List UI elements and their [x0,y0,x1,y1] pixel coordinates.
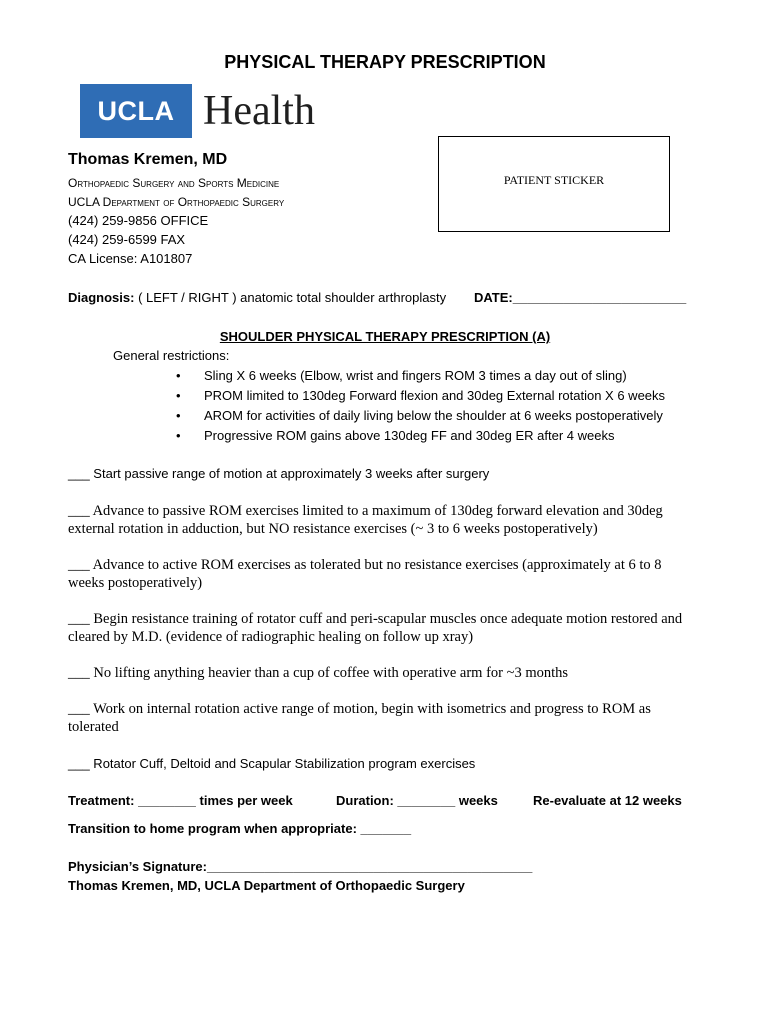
diagnosis-line [68,290,446,305]
patient-sticker-box [438,136,670,232]
diagnosis-text: ( LEFT / RIGHT ) anatomic total shoulder arthroplasty [134,290,447,305]
physician-dept-1: Orthopaedic Surgery and Sports Medicine [68,176,280,190]
restriction-item: • AROM for activities of daily living below the shoulder at 6 weeks postoperatively [176,408,663,423]
physician-signature-line: Physician’s Signature:_____________________________________________ [68,859,533,874]
bullet-icon: • [176,428,181,443]
patient-sticker-label: PATIENT STICKER [503,173,605,187]
reevaluate-note: Re-evaluate at 12 weeks [533,793,682,808]
license-number: CA License: A101807 [68,251,193,266]
instruction-item: ___ Advance to passive ROM exercises limited to a maximum of 130deg forward elevation and 30deg external rotation in adduction, but NO resistance exercises (~ 3 to 6 weeks postoperatively) [68,503,663,537]
treatment-duration: Duration: ________ weeks [336,793,498,808]
instruction-item: ___ Start passive range of motion at approximately 3 weeks after surgery [68,466,490,481]
physician-signature-name: Thomas Kremen, MD, UCLA Department of Orthopaedic Surgery [68,878,465,893]
prescription-heading: SHOULDER PHYSICAL THERAPY PRESCRIPTION (A) [219,329,551,344]
restriction-item: • Sling X 6 weeks (Elbow, wrist and fingers ROM 3 times a day out of sling) [176,368,627,383]
transition-note: Transition to home program when appropriate: _______ [68,821,412,836]
instruction-item: ___ No lifting anything heavier than a cup of coffee with operative arm for ~3 months [68,665,569,681]
physician-dept-2: UCLA Department of Orthopaedic Surgery [68,195,285,209]
fax-number: (424) 259-6599 FAX [68,232,186,247]
restriction-item: • PROM limited to 130deg Forward flexion and 30deg External rotation X 6 weeks [176,388,666,403]
bullet-icon: • [176,388,181,403]
instruction-item: ___ Work on internal rotation active range of motion, begin with isometrics and progress to ROM as tolerated [68,701,651,735]
restriction-item: • Progressive ROM gains above 130deg FF and 30deg ER after 4 weeks [176,428,615,443]
date-field: DATE:________________________ [474,290,687,305]
restrictions-list [176,366,665,446]
page-title: PHYSICAL THERAPY PRESCRIPTION [224,52,546,72]
bullet-icon: • [176,408,181,423]
diagnosis-label: Diagnosis: [68,290,135,305]
health-logo-word: Health [203,88,315,134]
general-restrictions-label: General restrictions: [113,348,230,363]
ucla-logo: UCLA [80,84,192,138]
office-phone: (424) 259-9856 OFFICE [68,213,209,228]
physician-name: Thomas Kremen, MD [68,151,228,168]
instruction-item: ___ Begin resistance training of rotator cuff and peri-scapular muscles once adequate motion restored and cleared by M.D. (evidence of radiographic healing on follow up xray) [68,611,683,645]
treatment-frequency: Treatment: ________ times per week [68,793,293,808]
instruction-item: ___ Rotator Cuff, Deltoid and Scapular Stabilization program exercises [68,756,476,771]
bullet-icon: • [176,368,181,383]
instruction-item: ___ Advance to active ROM exercises as tolerated but no resistance exercises (approximately at 6 to 8 weeks postoperatively) [68,557,662,591]
